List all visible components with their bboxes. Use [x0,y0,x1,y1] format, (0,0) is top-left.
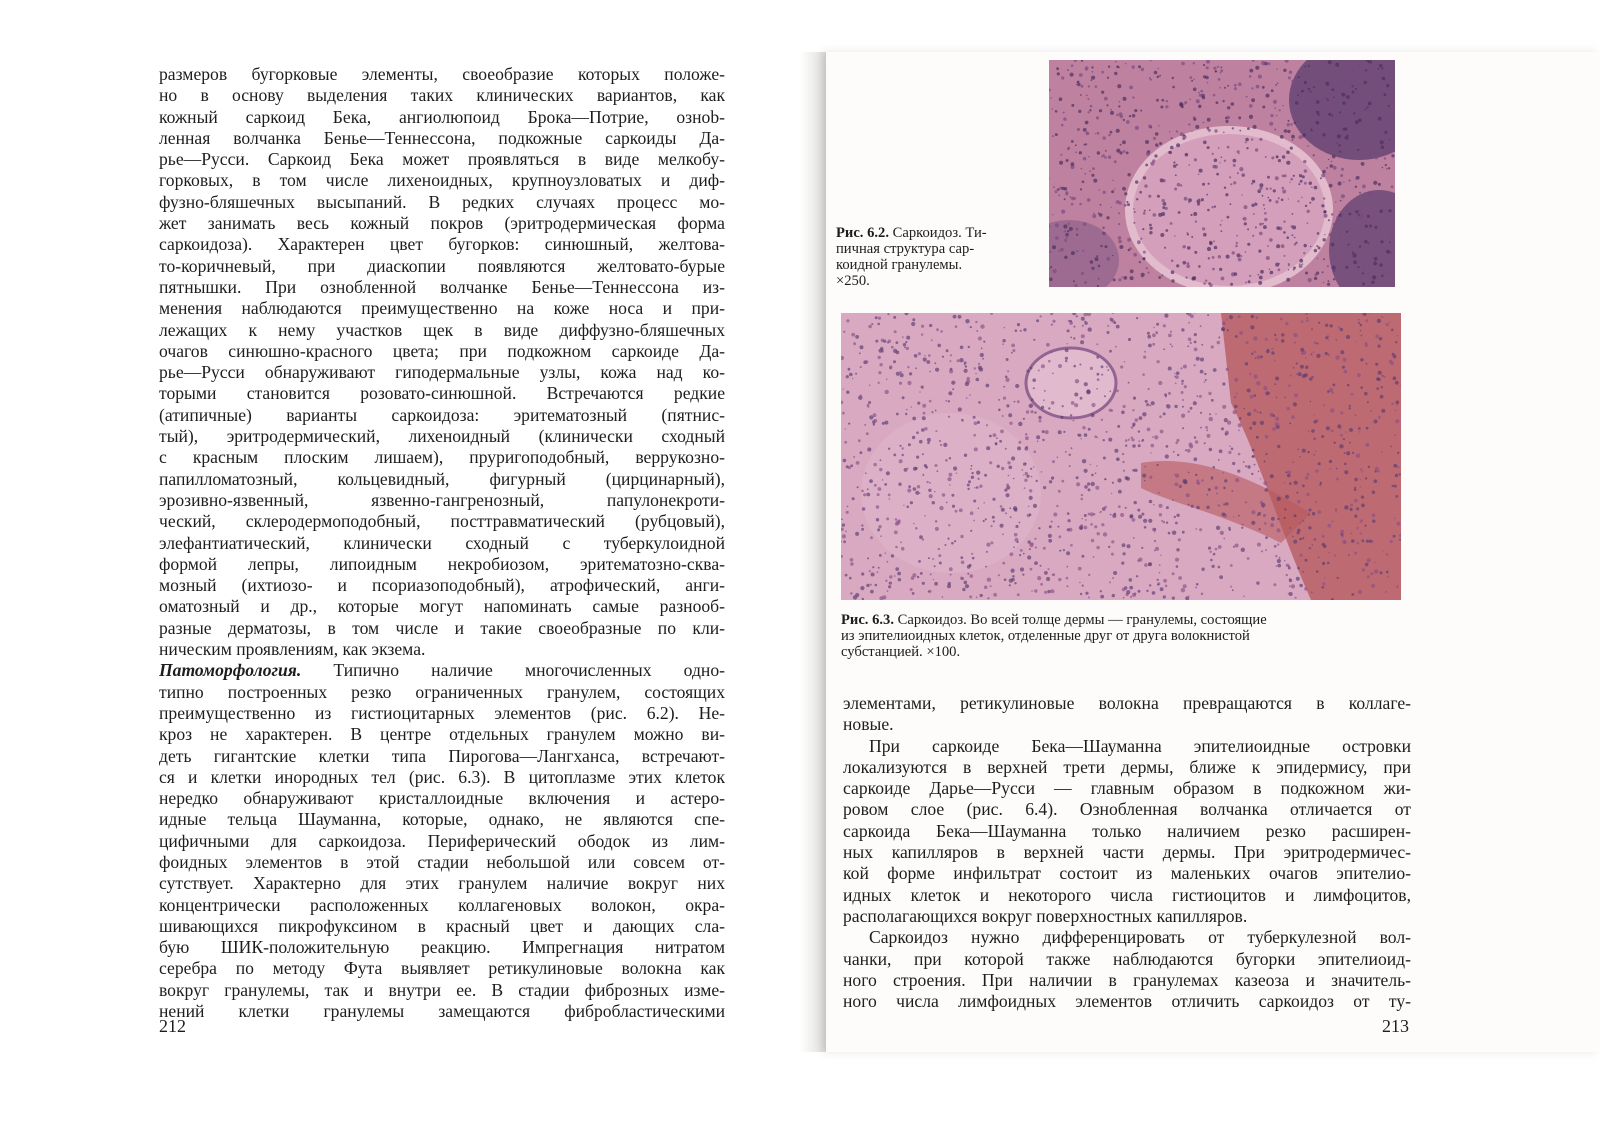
text-line: ническим проявлениям, как экзема. [159,639,426,660]
text-line: то-коричневый, при диаскопии появляются желтовато-бурые [159,255,725,276]
right-page-text [843,693,1411,1012]
text-line-rest: Типично наличие многочисленных одно- [301,660,725,681]
caption-line: Саркоидоз. Во всей толще дермы — гранулемы, состоящие [894,612,1267,628]
book-gutter [800,52,826,1052]
text-line: но в основу выделения таких клинических вариантов, как [159,85,725,106]
figure-6-2-caption [836,225,1032,289]
text-line: фоидных элементов в этой стадии небольшой или совсем от- [159,851,725,872]
text-line: идных клеток и некоторого числа гистиоцитов и лимфоцитов, [843,884,1411,905]
text-line [159,660,725,681]
text-line: ного строения. При наличии в гранулемах казеоза и значитель- [843,969,1411,990]
text-line: оматозный и др., которые могут напоминать самые разнооб- [159,596,725,617]
caption-line: субстанцией. ×100. [841,644,961,660]
text-line: кожный саркоид Бека, ангиолюпоид Брока—Потрие, ознob- [159,106,725,127]
text-line: элементами, ретикулиновые волокна превращаются в коллаге- [843,693,1411,713]
text-line: нередко обнаруживают кристаллоидные включения и астеро- [159,788,725,809]
text-line: менения наблюдаются преимущественно на коже носа и при- [159,298,725,319]
left-paragraph-2 [159,682,725,1023]
micrograph-image [841,313,1401,600]
text-line: идные тельца Шауманна, которые, однако, не являются спе- [159,809,725,830]
text-line: ного числа лимфоидных элементов отличить саркоидоз от ту- [843,991,1411,1012]
text-line: мозный (ихтиозо- и псориазоподобный), атрофический, анги- [159,575,725,596]
text-line: цифичными для саркоидоза. Периферический ободок из лим- [159,830,725,851]
text-line: концентрически расположенных коллагеновых волокон, окра- [159,894,725,915]
text-line: преимущественно из гистиоцитарных элементов (рис. 6.2). Не- [159,702,725,723]
page-number-right: 213 [1382,1016,1409,1036]
text-line: горковых, в том числе лихеноидных, крупноузловатых и диф- [159,170,725,191]
text-line: лежащих к нему участков щек в виде диффузно-бляшечных [159,319,725,340]
text-line: с красным плоским лишаем), пруригоподобный, веррукозно- [159,447,725,468]
text-line: вокруг гранулемы, так и внутри ее. В стадии фиброзных изме- [159,979,725,1000]
caption-line: пичная структура сар- [836,241,975,257]
text-line: ровом слое (рис. 6.4). Ознобленная волчанка отличается от [843,799,1411,820]
text-line: серебра по методу Фута выявляет ретикулиновые волокна как [159,958,725,979]
text-line: фузно-бляшечных высыпаний. В редких случаях процесс мо- [159,191,725,212]
micrograph-image [1049,60,1395,287]
text-line: рье—Русси. Саркоид Бека может проявляться в виде мелкобу- [159,149,725,170]
text-line: (атипичные) варианты саркоидоза: эритематозный (пятнис- [159,404,725,425]
text-line: располагающихся вокруг поверхностных капилляров. [843,905,1248,926]
figure-6-2-label: Рис. 6.2. [836,225,889,241]
page-number-left: 212 [159,1016,186,1036]
text-line: саркоида Бека—Шауманна только наличием резко расширен- [843,820,1411,841]
text-line: эрозивно-язвенный, язвенно-гангренозный, папулонекроти- [159,489,725,510]
figure-6-3-caption [841,612,1401,660]
text-line: жет занимать весь кожный покров (эритродермическая форма [159,213,725,234]
text-line: тый), эритродермический, лихеноидный (клинически сходный [159,426,725,447]
text-line: При саркоиде Бека—Шауманна эпителиоидные островки [869,735,1411,756]
caption-line: Саркоидоз. Ти- [889,225,987,241]
caption-line: ×250. [836,273,870,289]
text-line: ленная волчанка Бенье—Теннессона, подкожные саркоиды Да- [159,127,725,148]
text-line: новые. [843,714,894,735]
text-line: саркоиде Дарье—Русси — главным образом в подкожном жи- [843,778,1411,799]
text-line: торыми становится розовато-синюшной. Встречаются редкие [159,383,725,404]
figure-6-2-micrograph [1049,60,1395,287]
figure-6-3-micrograph [841,313,1401,600]
text-line: саркоидоза). Характерен цвет бугорков: синюшный, желтова- [159,234,725,255]
text-line: формой лепры, липоидным некробиозом, эритематозно-сква- [159,553,725,574]
text-line: папилломатозный, кольцевидный, фигурный (цирцинарный), [159,468,725,489]
left-page-text [159,64,725,1022]
text-line: деть гигантские клетки типа Пирогова—Лангханса, встречают- [159,745,725,766]
text-line: чанки, при которой также наблюдаются бугорки эпителиоид- [843,948,1411,969]
left-paragraph-1 [159,64,725,660]
section-heading: Патоморфология. [159,660,302,681]
text-line: ся и клетки инородных тел (рис. 6.3). В цитоплазме этих клеток [159,766,725,787]
text-line: элефантиатический, клинически сходный с туберкулоидной [159,532,725,553]
text-line: кой форме инфильтрат состоит из маленьких очагов эпителио- [843,863,1411,884]
figure-6-3-label: Рис. 6.3. [841,612,894,628]
text-line: ных капилляров в верхней части дермы. При эритродермичес- [843,842,1411,863]
text-line: шивающихся пикрофуксином в красный цвет и дающих сла- [159,915,725,936]
text-line: нений клетки гранулемы замещаются фибробластическими [159,1001,725,1022]
text-line: Саркоидоз нужно дифференцировать от туберкулезной вол- [869,927,1411,948]
text-line: кроз не характерен. В центре отдельных гранулем можно ви- [159,724,725,745]
text-line: разные дерматозы, в том числе и такие своеобразные по кли- [159,617,725,638]
text-line: пятнышки. При ознобленной волчанке Бенье—Теннессона из- [159,276,725,297]
text-line: типно построенных резко ограниченных гранулем, состоящих [159,681,725,702]
text-line: размеров бугорковые элементы, своеобразие которых положе- [159,64,725,84]
text-line: бую ШИК-положительную реакцию. Импрегнация нитратом [159,937,725,958]
text-line: очагов синюшно-красного цвета; при подкожном саркоиде Да- [159,340,725,361]
text-line: локализуются в верхней трети дермы, ближе к эпидермису, при [843,756,1411,777]
caption-line: коидной гранулемы. [836,257,963,273]
caption-line: из эпителиоидных клеток, отделенные друг от друга волокнистой [841,628,1250,644]
text-line: ческий, склеродермоподобный, посттравматический (рубцовый), [159,511,725,532]
text-line: рье—Русси обнаруживают гиподермальные узлы, кожа над ко- [159,362,725,383]
text-line: сутствует. Характерно для этих гранулем наличие вокруг них [159,873,725,894]
